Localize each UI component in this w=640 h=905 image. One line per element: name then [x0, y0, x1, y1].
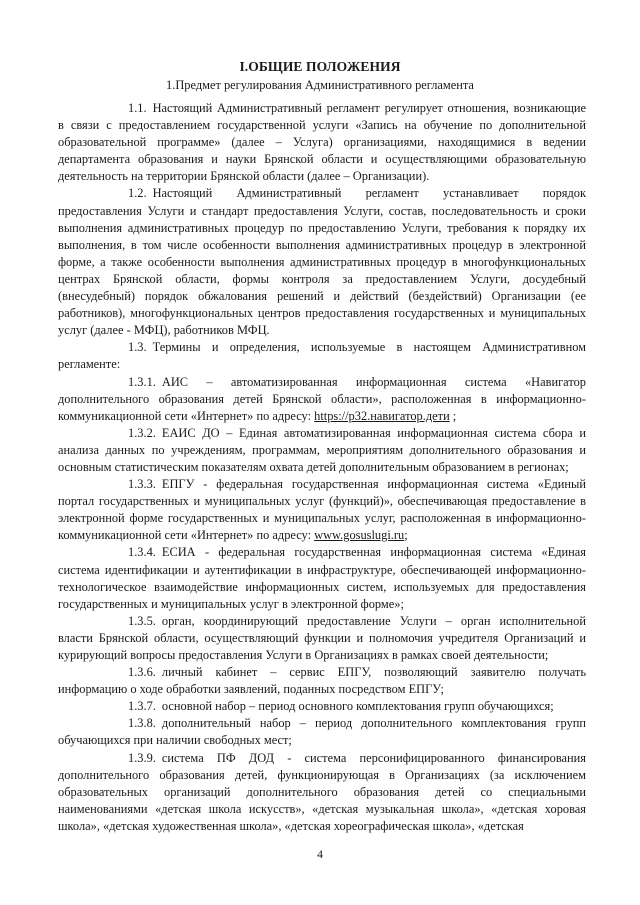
paragraph-1-3-7	[58, 698, 586, 715]
paragraph-text: ЕСИА - федеральная государственная информационная система «Единая система идентификации и аутентификации в инфраструктуре, обеспечивающей информационно-технологическое взаимодействие информационных систем, используемых для предоставления государственных и муниципальных услуг в электронной форме»;	[58, 545, 586, 611]
paragraph-1-3-6	[58, 664, 586, 698]
paragraph-number: 1.3.	[128, 340, 147, 355]
paragraph-text: ЕПГУ - федеральная государственная информационная система «Единый портал государственных и муниципальных услуг (функций)», обеспечивающая предоставление в электронной форме государственных и муниципальных услуг, расположенная в информационно-коммуникационной сети «Интернет» по адресу:	[58, 477, 586, 543]
navigator-url-link[interactable]: https://р32.навигатор.дети	[314, 408, 450, 423]
paragraph-text-after: ;	[404, 528, 408, 543]
paragraph-number: 1.3.1.	[128, 374, 156, 389]
page-number: 4	[317, 847, 323, 861]
paragraph-text: система ПФ ДОД - система персонифицированного финансирования дополнительного образования детей, функционирующая в Организациях (за исключением образовательных организаций дополнительного образования детей со специальными наименованиями «детская школа искусств», «детская музыкальная школа», «детская хоровая школа», «детская художественная школа», «детская хореографическая школа», «детская	[58, 750, 586, 833]
paragraph-number: 1.3.8.	[128, 716, 156, 731]
paragraph-text-after: ;	[449, 408, 457, 423]
paragraph-1-3-3	[58, 476, 586, 544]
paragraph-1-3-4	[58, 544, 586, 612]
paragraph-number: 1.3.3.	[128, 477, 156, 492]
paragraph-1-3-1	[58, 374, 586, 425]
paragraph-1-3-2	[58, 425, 586, 476]
paragraph-text: дополнительный набор – период дополнительного комплектования групп обучающихся при наличии свободных мест;	[58, 716, 586, 748]
paragraph-number: 1.1.	[128, 101, 147, 115]
section-heading: I.ОБЩИЕ ПОЛОЖЕНИЯ	[239, 59, 401, 74]
paragraph-1-3-9	[58, 750, 586, 835]
document-body	[58, 100, 586, 835]
paragraph-text: АИС – автоматизированная информационная система «Навигатор дополнительного образования детей Брянской области», расположенная в информационно-коммуникационной сети «Интернет» по адресу:	[58, 374, 586, 423]
paragraph-text: Настоящий Административный регламент регулирует отношения, возникающие в связи с предоставлением государственной услуги «Запись на обучение по дополнительной образовательной программе» (далее – Услуга) организациями, находящимися в ведении департамента образования и науки Брянской области и осуществляющими образовательную деятельность на территории Брянской области (далее – Организации).	[58, 101, 586, 184]
paragraph-text: ЕАИС ДО – Единая автоматизированная информационная система сбора и анализа данных по учреждениям, программам, мероприятиям дополнительного образования и основным статистическим показателям охвата детей дополнительным образованием в регионах;	[58, 425, 586, 474]
paragraph-number: 1.3.2.	[128, 425, 156, 440]
paragraph-text: Термины и определения, используемые в настоящем Административном регламенте:	[58, 340, 586, 372]
paragraph-text: Настоящий Административный регламент устанавливает порядок предоставления Услуги и стандарт предоставления Услуги, состав, последовательность и сроки выполнения административных процедур по предоставлению Услуги, требования к порядку их выполнения, в том числе особенности выполнения административных процедур в электронной форме, а также особенности выполнения административных процедур в многофункциональных центрах Брянской области, формы контроля за предоставлением Услуги, досудебный (внесудебный) порядок обжалования решений и действий (бездействий) Организации (ее работников), многофункциональных центров предоставления государственных и муниципальных услуг (далее - МФЦ), работников МФЦ.	[58, 186, 586, 338]
paragraph-number: 1.3.9.	[128, 750, 156, 765]
subsection-heading: 1.Предмет регулирования Административного регламента	[166, 78, 474, 92]
paragraph-number: 1.3.5.	[128, 613, 156, 628]
paragraph-number: 1.3.7.	[128, 699, 156, 714]
paragraph-1-2	[58, 185, 586, 339]
paragraph-number: 1.3.4.	[128, 545, 156, 560]
paragraph-1-1	[58, 100, 586, 185]
paragraph-number: 1.2.	[128, 186, 147, 201]
paragraph-text: основной набор – период основного комплектования групп обучающихся;	[161, 699, 554, 714]
paragraph-1-3-5	[58, 613, 586, 664]
paragraph-1-3	[58, 339, 586, 373]
paragraph-text: орган, координирующий предоставление Услуги – орган исполнительной власти Брянской области, осуществляющий функции и полномочия учредителя Организаций и курирующий вопросы предоставления Услуги в Организациях в рамках своей деятельности;	[58, 613, 586, 662]
paragraph-text: личный кабинет – сервис ЕПГУ, позволяющий заявителю получать информацию о ходе обработки заявлений, поданных посредством ЕПГУ;	[58, 665, 586, 697]
gosuslugi-url-link[interactable]: www.gosuslugi.ru	[314, 528, 405, 543]
paragraph-1-3-8	[58, 715, 586, 749]
paragraph-number: 1.3.6.	[128, 665, 156, 680]
